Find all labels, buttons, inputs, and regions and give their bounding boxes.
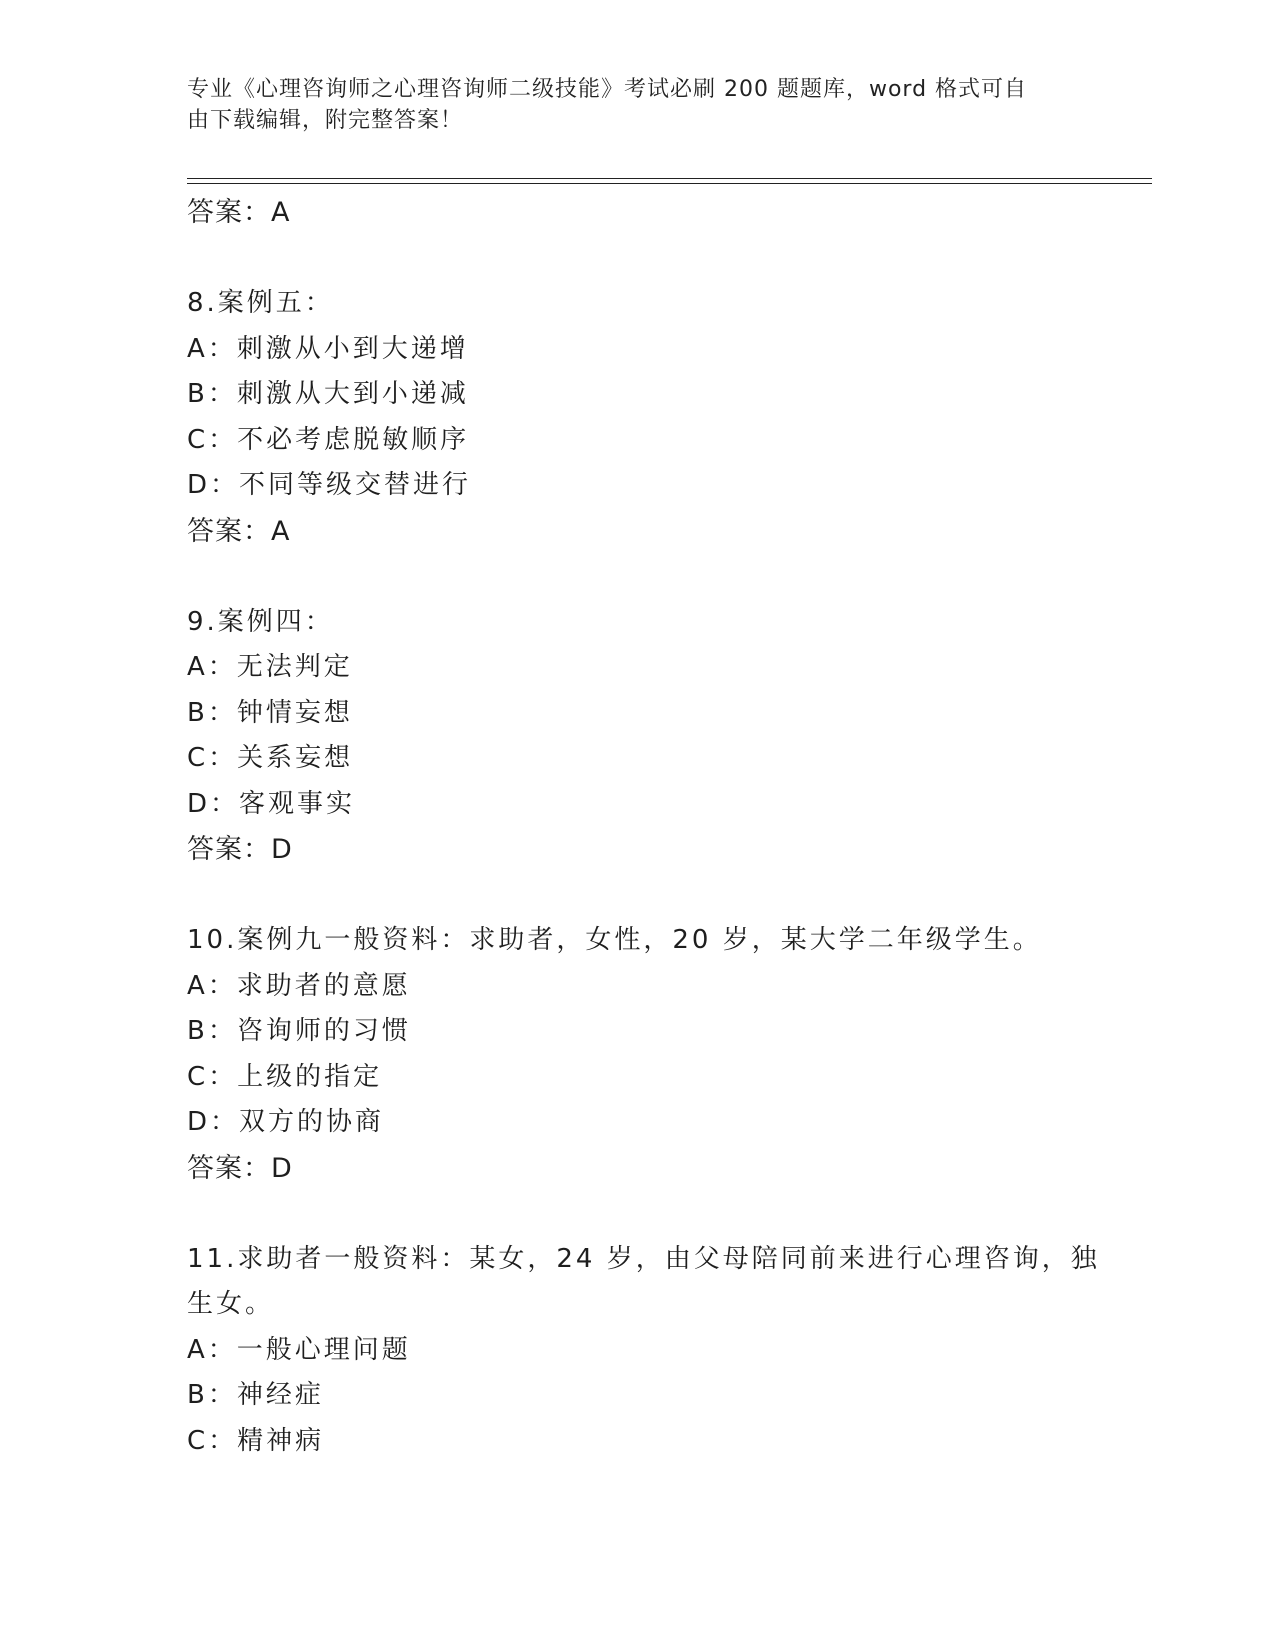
question-9 bbox=[187, 600, 1087, 873]
answer-line: 答案：D bbox=[187, 834, 293, 865]
spacer bbox=[187, 1191, 1087, 1237]
header-line-1: 专业《心理咨询师之心理咨询师二级技能》考试必刷 200 题题库，word 格式可自 bbox=[187, 77, 1028, 102]
option-a: A：一般心理问题 bbox=[187, 1334, 411, 1365]
option-a: A：刺激从小到大递增 bbox=[187, 333, 469, 364]
answer-line: 答案：A bbox=[187, 515, 291, 547]
option-a: A：求助者的意愿 bbox=[187, 970, 411, 1001]
option-d: D：双方的协商 bbox=[187, 1107, 385, 1137]
option-d: D：客观事实 bbox=[187, 788, 356, 819]
spacer bbox=[187, 236, 1087, 282]
spacer bbox=[187, 873, 1087, 919]
option-c: C：上级的指定 bbox=[187, 1061, 383, 1092]
question-list bbox=[187, 190, 1100, 1464]
document-header bbox=[187, 74, 1067, 136]
answer-line: 答案：A bbox=[187, 197, 291, 228]
spacer bbox=[187, 554, 1087, 600]
question-8 bbox=[187, 281, 1087, 554]
header-divider-bottom bbox=[187, 183, 1152, 184]
option-c: C：不必考虑脱敏顺序 bbox=[187, 424, 470, 455]
option-b: B：神经症 bbox=[187, 1380, 324, 1410]
question-stem-line-1: 11.求助者一般资料：某女，24 岁，由父母陪同前来进行心理咨询，独 bbox=[187, 1243, 1100, 1274]
option-a: A：无法判定 bbox=[187, 652, 353, 682]
question-stem-line-2: 生女。 bbox=[187, 1289, 275, 1319]
option-c: C：关系妄想 bbox=[187, 743, 354, 773]
option-b: B：钟情妄想 bbox=[187, 697, 353, 728]
option-c: C：精神病 bbox=[187, 1425, 325, 1456]
header-line-2: 由下载编辑，附完整答案！ bbox=[187, 108, 464, 133]
option-d: D：不同等级交替进行 bbox=[187, 470, 472, 500]
header-divider-top bbox=[187, 178, 1152, 179]
option-b: B：刺激从大到小递减 bbox=[187, 379, 469, 409]
option-b: B：咨询师的习惯 bbox=[187, 1016, 411, 1046]
question-11 bbox=[187, 1237, 1100, 1465]
question-stem: 9.案例四： bbox=[187, 606, 334, 637]
answer-line: 答案：D bbox=[187, 1152, 293, 1184]
question-stem: 8.案例五： bbox=[187, 288, 334, 318]
question-10 bbox=[187, 918, 1087, 1191]
question-stem: 10.案例九一般资料：求助者，女性，20 岁，某大学二年级学生。 bbox=[187, 925, 1042, 955]
